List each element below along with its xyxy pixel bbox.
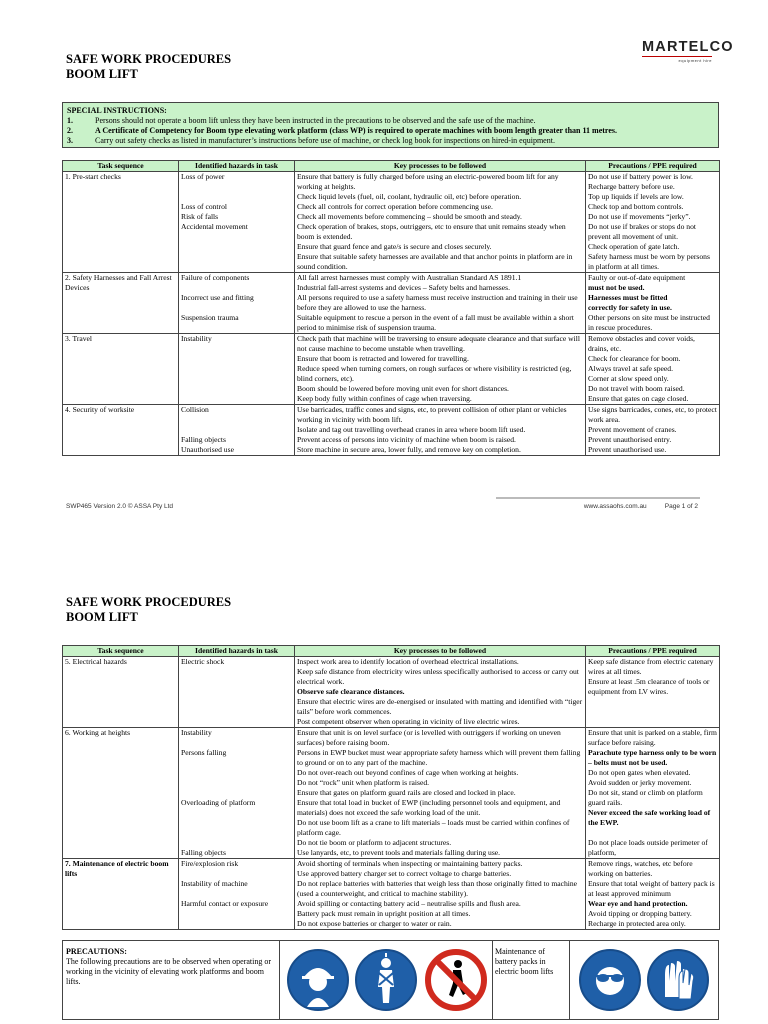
precautions-box bbox=[62, 940, 719, 1020]
task-text: 5. Electrical hazards bbox=[65, 657, 127, 666]
footer-divider bbox=[496, 497, 700, 499]
spacer bbox=[181, 738, 292, 748]
table-row bbox=[63, 172, 720, 273]
key-process-text: Ensure that boom is retracted and lowered for travelling. bbox=[297, 354, 469, 363]
precaution-text: must not be used. bbox=[588, 283, 645, 292]
precaution-text: Avoid tipping or dropping battery. bbox=[588, 909, 692, 918]
key-process-text: Ensure that guard fence and gate/s is secure and closes securely. bbox=[297, 242, 492, 251]
header-precautions: Precautions / PPE required bbox=[586, 161, 720, 172]
key-process-cell bbox=[295, 728, 586, 859]
title-line-1: SAFE WORK PROCEDURES bbox=[66, 595, 232, 609]
key-process-text: Check operation of brakes, stops, outriggers, etc to ensure that unit remains steady when boom is extended. bbox=[297, 222, 566, 241]
title-line-2: BOOM LIFT bbox=[66, 610, 138, 624]
hazards-cell bbox=[179, 273, 295, 334]
task-text: 4. Security of worksite bbox=[65, 405, 135, 414]
precaution-text: Remove obstacles and cover voids, drains, etc. bbox=[588, 334, 695, 353]
precaution-text: Ensure that unit is parked on a stable, firm surface before raising. bbox=[588, 728, 717, 747]
no-entry-person-icon bbox=[425, 949, 487, 1011]
task-cell bbox=[63, 172, 179, 273]
special-num: 3. bbox=[67, 136, 73, 145]
key-process-text: Reduce speed when turning corners, on rough surfaces or where visibility is restricted (eg, blind corners, etc). bbox=[297, 364, 572, 383]
task-text: 1. Pre-start checks bbox=[65, 172, 121, 181]
special-item bbox=[67, 116, 714, 126]
hazard-text: Instability bbox=[181, 728, 212, 737]
procedures-table-2 bbox=[62, 645, 720, 930]
key-process-text: Observe safe clearance distances. bbox=[297, 687, 405, 696]
key-process-cell bbox=[295, 859, 586, 930]
spacer bbox=[181, 768, 292, 778]
precaution-cell bbox=[586, 859, 720, 930]
title-line-2: BOOM LIFT bbox=[66, 67, 138, 81]
task-cell bbox=[63, 859, 179, 930]
key-process-text: Do not replace batteries with batteries that weigh less than those originally fitted to machine (used a counterweight, and critical to machine stability). bbox=[297, 879, 578, 898]
task-cell bbox=[63, 405, 179, 456]
key-process-text: Suitable equipment to rescue a person in the event of a fall must be available within a short period to minimise risk of suspension trauma. bbox=[297, 313, 574, 332]
spacer bbox=[181, 182, 292, 192]
precaution-text: Ensure that total weight of battery pack is at least approved minimum bbox=[588, 879, 715, 898]
divider bbox=[569, 941, 570, 1019]
key-process-text: Ensure that battery is fully charged before using an electric-powered boom lift for any working at heights. bbox=[297, 172, 559, 191]
precaution-cell bbox=[586, 405, 720, 456]
title-line-1: SAFE WORK PROCEDURES bbox=[66, 52, 232, 66]
key-process-cell bbox=[295, 405, 586, 456]
key-process-text: Post competent observer when operating in vicinity of live electric wires. bbox=[297, 717, 520, 726]
key-process-text: Persons in EWP bucket must wear appropriate safety harness which will prevent them falling to ground or on to any part of the machine. bbox=[297, 748, 581, 767]
key-process-text: Industrial fall-arrest systems and devices – Safety belts and harnesses. bbox=[297, 283, 510, 292]
header-task: Task sequence bbox=[63, 161, 179, 172]
hazard-text: Suspension trauma bbox=[181, 313, 239, 322]
spacer bbox=[181, 758, 292, 768]
key-process-text: Avoid spilling or contacting battery acid – neutralise spills and flush area. bbox=[297, 899, 521, 908]
footer-page-number: Page 1 of 2 bbox=[664, 503, 698, 510]
hazard-text: Risk of falls bbox=[181, 212, 219, 221]
precaution-text: Check top and bottom controls. bbox=[588, 202, 684, 211]
precaution-text: Do not sit, stand or climb on platform guard rails. bbox=[588, 788, 703, 807]
spacer bbox=[181, 889, 292, 899]
header-precautions: Precautions / PPE required bbox=[586, 646, 720, 657]
key-process-cell bbox=[295, 273, 586, 334]
key-process-text: Battery pack must remain in upright position at all times. bbox=[297, 909, 471, 918]
key-process-cell bbox=[295, 334, 586, 405]
precaution-cell bbox=[586, 334, 720, 405]
key-process-text: All fall arrest harnesses must comply with Australian Standard AS 1891.1 bbox=[297, 273, 522, 282]
divider bbox=[492, 941, 493, 1019]
special-item bbox=[67, 126, 714, 136]
precautions-body: The following precautions are to be observed when operating or working in the vicinity of elevating work platforms and boom lifts. bbox=[66, 957, 272, 986]
table-row bbox=[63, 657, 720, 728]
precaution-text: Remove rings, watches, etc before working on batteries. bbox=[588, 859, 693, 878]
key-process-text: Check all controls for correct operation before commencing use. bbox=[297, 202, 493, 211]
spacer bbox=[181, 838, 292, 848]
precaution-text: Parachute type harness only to be worn – belts must not be used. bbox=[588, 748, 717, 767]
precaution-text: Recharge in protected area only. bbox=[588, 919, 686, 928]
key-process-text: Check liquid levels (fuel, oil, coolant, hydraulic oil, etc) before operation. bbox=[297, 192, 522, 201]
hazards-cell bbox=[179, 405, 295, 456]
precaution-cell bbox=[586, 657, 720, 728]
special-num: 1. bbox=[67, 116, 73, 125]
key-process-text: Keep safe distance from electricity wires unless specifically authorised to access or carry out electrical work. bbox=[297, 667, 579, 686]
table-row bbox=[63, 859, 720, 930]
key-process-text: Keep body fully within confines of cage when traversing. bbox=[297, 394, 472, 403]
precaution-text: Do not use if brakes or stops do not prevent all movement of unit. bbox=[588, 222, 696, 241]
spacer bbox=[181, 869, 292, 879]
precaution-text: Do not use if movements “jerky”. bbox=[588, 212, 691, 221]
hazard-text: Incorrect use and fitting bbox=[181, 293, 254, 302]
key-process-text: Ensure that unit is on level surface (or is levelled with outriggers if working on uneven surfaces) before raising boom. bbox=[297, 728, 561, 747]
precaution-text: Do not place loads outside perimeter of platform, bbox=[588, 838, 708, 857]
special-text: A Certificate of Competency for Boom type elevating work platform (class WP) is required to operate machines with boom length greater than 11 metres. bbox=[95, 126, 617, 135]
hazard-text: Electric shock bbox=[181, 657, 225, 666]
hazards-cell bbox=[179, 172, 295, 273]
spacer bbox=[181, 808, 292, 818]
task-cell bbox=[63, 273, 179, 334]
key-process-text: Ensure that gates on platform guard rails are closed and locked in place. bbox=[297, 788, 516, 797]
key-process-cell bbox=[295, 172, 586, 273]
precaution-text: Prevent unauthorised entry. bbox=[588, 435, 672, 444]
hazard-text: Falling objects bbox=[181, 848, 226, 857]
page-title-2 bbox=[66, 595, 231, 625]
spacer bbox=[181, 828, 292, 838]
header-key-processes: Key processes to be followed bbox=[295, 646, 586, 657]
key-process-cell bbox=[295, 657, 586, 728]
hazards-cell bbox=[179, 728, 295, 859]
company-logo bbox=[642, 39, 734, 63]
precaution-text: Recharge battery before use. bbox=[588, 182, 675, 191]
task-cell bbox=[63, 728, 179, 859]
header-task: Task sequence bbox=[63, 646, 179, 657]
safety-harness-icon bbox=[355, 949, 417, 1011]
precaution-text: Prevent unauthorised use. bbox=[588, 445, 667, 454]
spacer bbox=[181, 415, 292, 425]
precaution-cell bbox=[586, 273, 720, 334]
spacer bbox=[181, 192, 292, 202]
hazards-cell bbox=[179, 657, 295, 728]
special-num: 2. bbox=[67, 126, 73, 135]
key-process-text: Do not use boom lift as a crane to lift materials – loads must be carried within confines of platform cage. bbox=[297, 818, 570, 837]
precaution-text: Top up liquids if levels are low. bbox=[588, 192, 684, 201]
logo-subtext: equipment hire bbox=[642, 56, 712, 63]
precaution-text: Do not open gates when elevated. bbox=[588, 768, 691, 777]
precaution-text: Ensure that gates on cage closed. bbox=[588, 394, 689, 403]
spacer bbox=[181, 818, 292, 828]
special-item bbox=[67, 136, 714, 146]
key-process-text: Ensure that suitable safety harnesses are available and that anchor points in platform are in sound condition. bbox=[297, 252, 573, 271]
task-text: 6. Working at heights bbox=[65, 728, 131, 737]
precaution-text: Other persons on site must be instructed in rescue procedures. bbox=[588, 313, 710, 332]
hazard-text: Failure of components bbox=[181, 273, 250, 282]
page-title bbox=[66, 52, 231, 82]
precaution-text: Harnesses must be fitted bbox=[588, 293, 668, 302]
key-process-text: Do not expose batteries or charger to water or rain. bbox=[297, 919, 452, 928]
precaution-text: Always travel at safe speed. bbox=[588, 364, 673, 373]
key-process-text: Boom should be lowered before moving unit even for short distances. bbox=[297, 384, 509, 393]
table-row bbox=[63, 273, 720, 334]
task-text: 7. Maintenance of electric boom lifts bbox=[65, 859, 169, 878]
hazard-text: Collision bbox=[181, 405, 209, 414]
hazard-text: Loss of power bbox=[181, 172, 225, 181]
procedures-table-1 bbox=[62, 160, 720, 456]
table-row bbox=[63, 334, 720, 405]
precaution-text: Faulty or out-of-date equipment bbox=[588, 273, 686, 282]
key-process-text: Check all movements before commencing – should be smooth and steady. bbox=[297, 212, 522, 221]
page-footer bbox=[66, 503, 698, 510]
hazard-text: Overloading of platform bbox=[181, 798, 256, 807]
special-instructions bbox=[62, 102, 719, 148]
precaution-cell bbox=[586, 172, 720, 273]
spacer bbox=[588, 828, 717, 838]
precaution-text: Ensure at least .5m clearance of tools or equipment from LV wires. bbox=[588, 677, 710, 696]
hazards-cell bbox=[179, 859, 295, 930]
divider bbox=[279, 941, 280, 1019]
precaution-text: Corner at slow speed only. bbox=[588, 374, 669, 383]
hazard-text: Loss of control bbox=[181, 202, 227, 211]
task-text: 3. Travel bbox=[65, 334, 93, 343]
key-process-text: Prevent access of persons into vicinity of machine when boom is raised. bbox=[297, 435, 516, 444]
hazard-text: Fire/explosion risk bbox=[181, 859, 239, 868]
key-process-text: Use lanyards, etc, to prevent tools and materials falling during use. bbox=[297, 848, 501, 857]
hazard-text: Accidental movement bbox=[181, 222, 248, 231]
gloves-icon bbox=[647, 949, 709, 1011]
precaution-text: Never exceed the safe working load of the EWP. bbox=[588, 808, 711, 827]
precaution-text: Prevent movement of cranes. bbox=[588, 425, 677, 434]
key-process-text: Check path that machine will be traversing to ensure adequate clearance and that surface will not cause machine to become unstable when travelling. bbox=[297, 334, 580, 353]
precaution-text: Wear eye and hand protection. bbox=[588, 899, 688, 908]
hazard-text: Unauthorised use bbox=[181, 445, 234, 454]
key-process-text: Avoid shorting of terminals when inspecting or maintaining battery packs. bbox=[297, 859, 523, 868]
header-hazards: Identified hazards in task bbox=[179, 161, 295, 172]
footer-website: www.assaohs.com.au bbox=[583, 503, 647, 510]
key-process-text: Use approved battery charger set to correct voltage to charge batteries. bbox=[297, 869, 512, 878]
hazard-text: Falling objects bbox=[181, 435, 226, 444]
task-text: 2. Safety Harnesses and Fall Arrest Devices bbox=[65, 273, 172, 292]
precaution-text: Keep safe distance from electric catenary wires at all times. bbox=[588, 657, 714, 676]
key-process-text: Use barricades, traffic cones and signs, etc, to prevent collision of other plant or vehicles working in vicinity with boom lift. bbox=[297, 405, 567, 424]
key-process-text: Ensure that electric wires are de-energised or insulated with matting and identified with “tiger tails” before work commences. bbox=[297, 697, 583, 716]
eye-protection-icon bbox=[579, 949, 641, 1011]
precaution-text: Use signs barricades, cones, etc, to protect work area. bbox=[588, 405, 717, 424]
key-process-text: Store machine in secure area, lower fully, and remove key on completion. bbox=[297, 445, 521, 454]
hazard-text: Persons falling bbox=[181, 748, 227, 757]
table-row bbox=[63, 728, 720, 859]
special-heading: SPECIAL INSTRUCTIONS: bbox=[67, 106, 167, 115]
hard-hat-icon bbox=[287, 949, 349, 1011]
precaution-cell bbox=[586, 728, 720, 859]
key-process-text: Isolate and tag out travelling overhead cranes in area where boom lift used. bbox=[297, 425, 526, 434]
special-text: Carry out safety checks as listed in manufacturer’s instructions before use of machine, or check log book for inspections on hired-in equipment. bbox=[95, 136, 555, 145]
spacer bbox=[181, 425, 292, 435]
precautions-text bbox=[66, 947, 276, 987]
special-text: Persons should not operate a boom lift unless they have been instructed in the precautions to be observed and the safe use of the machine. bbox=[95, 116, 536, 125]
key-process-text: Do not “rock” unit when platform is raised. bbox=[297, 778, 430, 787]
table-header-row bbox=[63, 646, 720, 657]
precautions-heading: PRECAUTIONS: bbox=[66, 947, 127, 956]
precaution-text: Safety harness must be worn by persons in platform at all times. bbox=[588, 252, 710, 271]
spacer bbox=[181, 303, 292, 313]
spacer bbox=[181, 778, 292, 788]
precaution-text: Do not travel with boom raised. bbox=[588, 384, 685, 393]
task-cell bbox=[63, 334, 179, 405]
precaution-text: Do not use if battery power is low. bbox=[588, 172, 693, 181]
spacer bbox=[181, 788, 292, 798]
task-cell bbox=[63, 657, 179, 728]
precaution-text: Check for clearance for boom. bbox=[588, 354, 681, 363]
key-process-text: All persons required to use a safety harness must receive instruction and training in their use before they are allowed to use the harness. bbox=[297, 293, 578, 312]
key-process-text: Do not tie boom or platform to adjacent structures. bbox=[297, 838, 452, 847]
key-process-text: Do not over-reach out beyond confines of cage when working at heights. bbox=[297, 768, 519, 777]
hazard-text: Harmful contact or exposure bbox=[181, 899, 269, 908]
logo-text: MARTELCO bbox=[642, 39, 734, 55]
key-process-text: Inspect work area to identify location of overhead electrical installations. bbox=[297, 657, 519, 666]
maintenance-note: Maintenance of battery packs in electric boom lifts bbox=[495, 947, 554, 976]
header-hazards: Identified hazards in task bbox=[179, 646, 295, 657]
spacer bbox=[181, 283, 292, 293]
precaution-text: correctly for safety in use. bbox=[588, 303, 672, 312]
table-row bbox=[63, 405, 720, 456]
hazards-cell bbox=[179, 334, 295, 405]
precaution-text: Check operation of gate latch. bbox=[588, 242, 680, 251]
header-key-processes: Key processes to be followed bbox=[295, 161, 586, 172]
footer-version: SWP465 Version 2.0 © ASSA Pty Ltd bbox=[66, 503, 174, 510]
precaution-text: Avoid sudden or jerky movement. bbox=[588, 778, 692, 787]
table-header-row bbox=[63, 161, 720, 172]
hazard-text: Instability bbox=[181, 334, 212, 343]
key-process-text: Ensure that total load in bucket of EWP (including personnel tools and equipment, and materials) does not exceed the safe working load of the unit. bbox=[297, 798, 561, 817]
hazard-text: Instability of machine bbox=[181, 879, 248, 888]
